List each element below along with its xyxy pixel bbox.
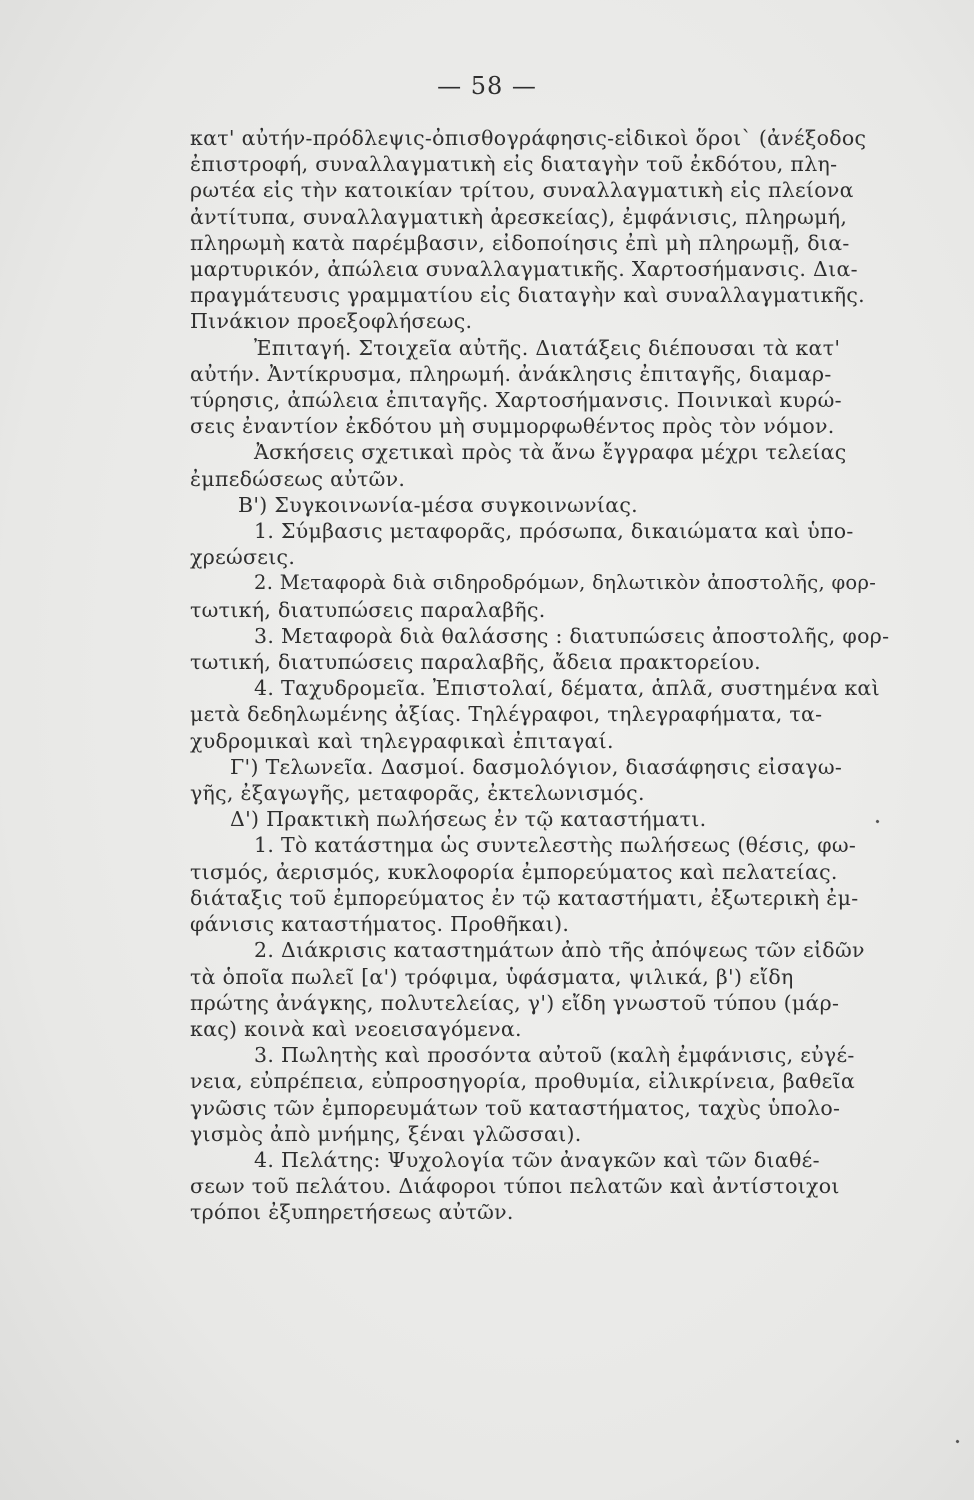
- text-line: μετὰ δεδηλωμένης ἀξίας. Τηλέγραφοι, τηλεγραφήματα, τα-: [190, 702, 823, 727]
- text-line: πληρωμὴ κατὰ παρέμβασιν, εἰδοποίησις ἐπὶ μὴ πληρωμῇ, δια-: [190, 230, 850, 255]
- text-line: τύρησις, ἀπώλεια ἐπιταγῆς. Χαρτοσήμανσις. Ποινικαὶ κυρώ-: [190, 388, 842, 413]
- item-d-2: [190, 937, 890, 1042]
- text-line: 4. Ταχυδρομεῖα. Ἐπιστολαί, δέματα, ἁπλᾶ, συστημένα καὶ: [254, 676, 880, 701]
- text-line: κας) κοινὰ καὶ νεοεισαγόμενα.: [190, 1016, 522, 1041]
- item-b-3: [190, 623, 890, 675]
- text-line: Δ') Πρακτικὴ πωλήσεως ἐν τῷ καταστήματι.: [230, 807, 707, 832]
- text-line: 4. Πελάτης: Ψυχολογία τῶν ἀναγκῶν καὶ τῶν διαθέ-: [254, 1147, 820, 1172]
- text-line: νεια, εὐπρέπεια, εὐπροσηγορία, προθυμία, εἰλικρίνεια, βαθεῖα: [190, 1069, 856, 1094]
- section-heading-d: [190, 806, 890, 832]
- text-line: ἐπιστροφή, συναλλαγματικὴ εἰς διαταγὴν τοῦ ἐκδότου, πλη-: [190, 152, 838, 177]
- page-number: — 58 —: [437, 72, 537, 100]
- text-line: ἐμπεδώσεως αὐτῶν.: [190, 466, 406, 491]
- item-d-3: [190, 1042, 890, 1147]
- paragraph-bill-of-exchange: [190, 125, 890, 335]
- text-line: 2. Διάκρισις καταστημάτων ἀπὸ τῆς ἀπόψεως τῶν εἰδῶν: [254, 938, 865, 963]
- paragraph-cheque: [190, 335, 890, 440]
- text-line: Ἐπιταγή. Στοιχεῖα αὐτῆς. Διατάξεις διέπουσαι τὰ κατ': [254, 335, 841, 360]
- text-line: φάνισις καταστήματος. Προθῆκαι).: [190, 912, 570, 937]
- text-line: 2. Μεταφορὰ διὰ σιδηροδρόμων, δηλωτικὸν ἀποστολῆς, φορ-: [254, 571, 877, 595]
- text-line: ἀντίτυπα, συναλλαγματικὴ ἀρεσκείας), ἐμφάνισις, πληρωμή,: [190, 204, 848, 229]
- text-line: μαρτυρικόν, ἀπώλεια συναλλαγματικῆς. Χαρτοσήμανσις. Δια-: [190, 257, 858, 282]
- page-body: [190, 125, 890, 1226]
- text-line: χυδρομικαὶ καὶ τηλεγραφικαὶ ἐπιταγαί.: [190, 728, 614, 753]
- text-line: γνῶσις τῶν ἐμπορευμάτων τοῦ καταστήματος, ταχὺς ὑπολο-: [190, 1095, 841, 1120]
- text-line: 1. Τὸ κατάστημα ὡς συντελεστὴς πωλήσεως (θέσις, φω-: [254, 833, 857, 858]
- text-line: Ἀσκήσεις σχετικαὶ πρὸς τὰ ἄνω ἔγγραφα μέχρι τελείας: [254, 440, 847, 465]
- text-line: τρόποι ἐξυπηρετήσεως αὐτῶν.: [190, 1200, 514, 1225]
- item-b-2: [190, 570, 890, 622]
- paragraph-exercises: [190, 439, 890, 491]
- text-line: τωτική, διατυπώσεις παραλαβῆς.: [190, 597, 546, 622]
- item-d-1: [190, 832, 890, 937]
- text-line: τωτική, διατυπώσεις παραλαβῆς, ἄδεια πρακτορείου.: [190, 650, 761, 675]
- paper-speck: [955, 1439, 959, 1443]
- text-line: σεων τοῦ πελάτου. Διάφοροι τύποι πελατῶν καὶ ἀντίστοιχοι: [190, 1174, 840, 1199]
- item-b-4: [190, 675, 890, 754]
- text-line: χρεώσεις.: [190, 545, 296, 570]
- text-line: ρωτέα εἰς τὴν κατοικίαν τρίτου, συναλλαγματικὴ εἰς πλείονα: [190, 178, 854, 203]
- text-line: τισμός, ἀερισμός, κυκλοφορία ἐμπορεύματος καὶ πελατείας.: [190, 859, 838, 884]
- text-line: διάταξις τοῦ ἐμπορεύματος ἐν τῷ καταστήματι, ἐξωτερικὴ ἐμ-: [190, 885, 859, 910]
- item-d-4: [190, 1147, 890, 1226]
- text-line: σεις ἐναντίον ἐκδότου μὴ συμμορφωθέντος πρὸς τὸν νόμον.: [190, 414, 835, 439]
- text-line: γῆς, ἐξαγωγῆς, μεταφορᾶς, ἐκτελωνισμός.: [190, 781, 645, 806]
- text-line: αὐτήν. Ἀντίκρυσμα, πληρωμή. ἀνάκλησις ἐπιταγῆς, διαμαρ-: [190, 361, 832, 386]
- section-heading-b: [190, 492, 890, 518]
- item-b-1: [190, 518, 890, 570]
- text-line: γισμὸς ἀπὸ μνήμης, ξέναι γλῶσσαι).: [190, 1121, 582, 1146]
- text-line: κατ' αὐτήν-πρόδλεψις-ὀπισθογράφησις-εἰδικοὶ ὅροι` (ἀνέξοδος: [190, 126, 867, 150]
- text-line: 3. Μεταφορὰ διὰ θαλάσσης : διατυπώσεις ἀποστολῆς, φορ-: [254, 623, 890, 648]
- text-line: Β') Συγκοινωνία-μέσα συγκοινωνίας.: [238, 492, 638, 517]
- text-line: 3. Πωλητὴς καὶ προσόντα αὐτοῦ (καλὴ ἐμφάνισις, εὐγέ-: [254, 1043, 855, 1068]
- section-heading-c: [190, 754, 890, 806]
- text-line: 1. Σύμβασις μεταφορᾶς, πρόσωπα, δικαιώματα καὶ ὑπο-: [254, 519, 854, 544]
- text-line: Πινάκιον προεξοφλήσεως.: [190, 309, 473, 334]
- text-line: πρώτης ἀνάγκης, πολυτελείας, γ') εἴδη γνωστοῦ τύπου (μάρ-: [190, 990, 840, 1015]
- text-line: πραγμάτευσις γραμματίου εἰς διαταγὴν καὶ συναλλαγματικῆς.: [190, 283, 865, 308]
- text-line: Γ') Τελωνεῖα. Δασμοί. δασμολόγιον, διασάφησις εἰσαγω-: [230, 754, 843, 779]
- text-line: τὰ ὁποῖα πωλεῖ [α') τρόφιμα, ὑφάσματα, ψιλικά, β') εἴδη: [190, 964, 794, 989]
